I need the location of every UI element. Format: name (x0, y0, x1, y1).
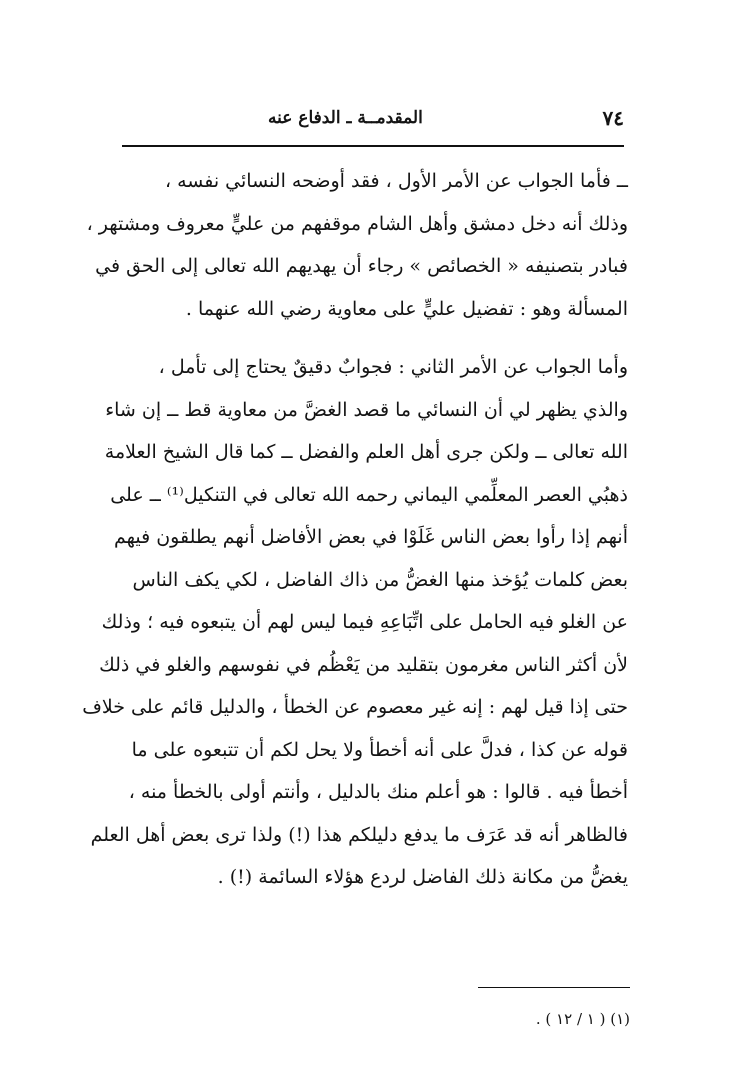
paragraph-1 (86, 160, 628, 330)
text-line: أخطأ فيه . قالوا : هو أعلم منك بالدليل ، وأنتم أولى بالخطأ منه ، (128, 781, 628, 803)
text-line: المسألة وهو : تفضيل عليٍّ على معاوية رضي الله عنهما . (185, 297, 628, 320)
text-line: بعض كلمات يُؤخذ منها الغضُّ من ذاك الفاضل ، لكي يكف الناس (132, 568, 628, 591)
text-line: فبادر بتصنيفه « الخصائص » رجاء أن يهديهم الله تعالى إلى الحق في (95, 255, 628, 277)
footnote-divider (478, 987, 630, 988)
running-title: المقدمــة ـ الدفاع عنه (268, 108, 423, 128)
main-text (82, 160, 628, 899)
text-line: أنهم إذا رأوا بعض الناس غَلَوْا في بعض الأفاضل أنهم يطلقون فيهم (113, 526, 628, 548)
text-line: عن الغلو فيه الحامل على اتِّبَاعِهِ فيما ليس لهم أن يتبعوه فيه ؛ وذلك (101, 611, 628, 633)
text-line: لأن أكثر الناس مغرمون بتقليد من يَعْظُم في نفوسهم والغلو في ذلك (99, 653, 628, 676)
text-line: حتى إذا قيل لهم : إنه غير معصوم عن الخطأ ، والدليل قائم على خلاف (82, 696, 628, 718)
header-divider (122, 145, 624, 147)
text-line: فالظاهر أنه قد عَرَف ما يدفع دليلكم هذا (!) ولذا ترى بعض أهل العلم (90, 823, 628, 846)
text-line: والذي يظهر لي أن النسائي ما قصد الغضَّ من معاوية قط ــ إن شاء (105, 398, 628, 421)
text-line: وذلك أنه دخل دمشق وأهل الشام موقفهم من عليٍّ معروف ومشتهر ، (86, 212, 628, 235)
paragraph-2 (82, 346, 628, 899)
footnote: (١) ( ١ / ١٢ ) . (535, 1010, 630, 1028)
text-line: قوله عن كذا ، فدلَّ على أنه أخطأ ولا يحل لكم أن تتبعوه على ما (131, 738, 628, 761)
paragraph-gap (118, 330, 628, 346)
text-line: الله تعالى ــ ولكن جرى أهل العلم والفضل ــ كما قال الشيخ العلامة (104, 441, 628, 463)
page-header (122, 100, 624, 144)
text-line: يغضُّ من مكانة ذلك الفاضل لردع هؤلاء السائمة (!) . (217, 866, 628, 888)
page-number: ٧٤ (602, 106, 624, 130)
text-line: وأما الجواب عن الأمر الثاني : فجوابٌ دقيقٌ يحتاج إلى تأمل ، (158, 356, 628, 378)
text-line: ــ فأما الجواب عن الأمر الأول ، فقد أوضحه النسائي نفسه ، (164, 170, 628, 192)
text-line: ذهبُي العصر المعلِّمي اليماني رحمه الله تعالى في التنكيل⁽¹⁾ ــ على (110, 483, 628, 506)
